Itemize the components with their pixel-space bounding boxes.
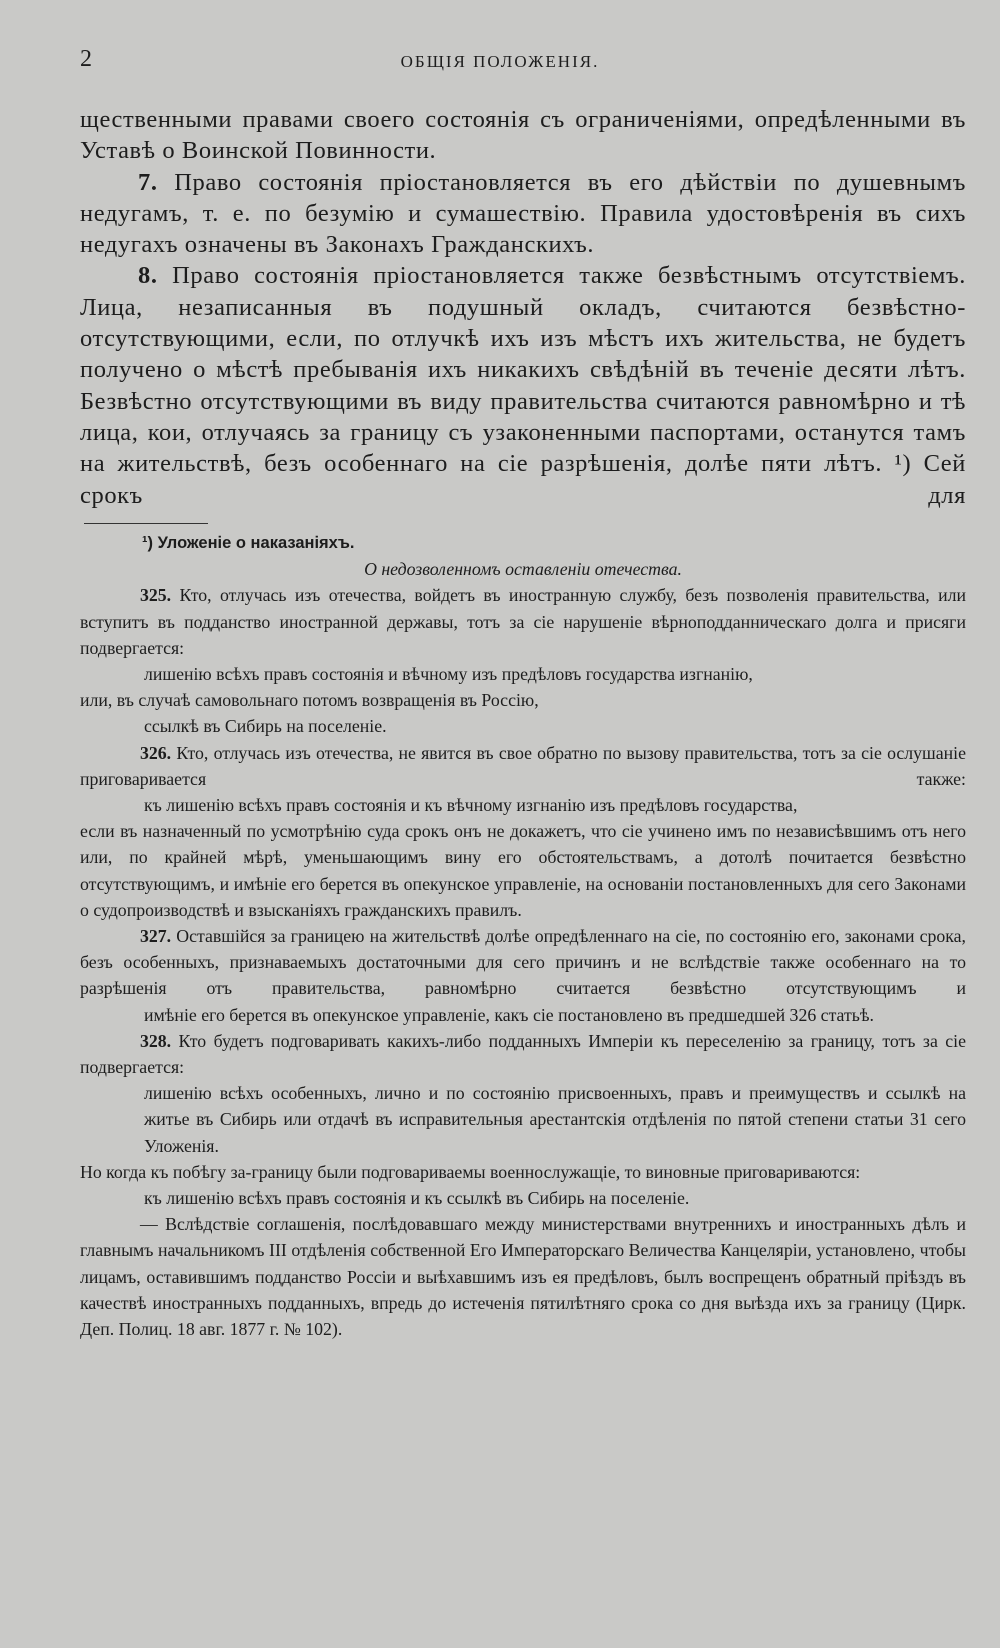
article-327-consequence: имѣніе его берется въ опекунское управленіе, какъ сіе постановлено въ предшедшей 326 статьѣ. — [144, 1004, 874, 1025]
article-text: Право состоянія пріостановляется въ его дѣйствіи по душевнымъ недугамъ, т. е. по безумію и сумашествію. Правила удостовѣренія въ сихъ недугахъ означены въ Законахъ Гражданскихъ. — [80, 168, 966, 259]
running-title: ОБЩІЯ ПОЛОЖЕНІЯ. — [400, 52, 600, 71]
article-325-penalty: лишенію всѣхъ правъ состоянія и вѣчному изъ предѣловъ государства изгнанію, — [144, 664, 753, 685]
article-326 — [80, 740, 966, 792]
page-header — [0, 46, 1000, 76]
article-number: 325. — [140, 585, 172, 606]
article-7 — [80, 167, 966, 261]
footnote-note: — Вслѣдствіе соглашенія, послѣдовавшаго между министерствами внутреннихъ и иностранныхъ дѣлъ и главнымъ начальникомъ III отдѣленія собственной Его Императорскаго Величества Канцеляріи, установлено, чтобы лицамъ, оставившимъ подданство Россіи и выѣхавшимъ изъ ея предѣловъ, былъ воспрещенъ обратный пріѣздъ въ качествѣ иностранныхъ подданныхъ, впредь до истеченія пятилѣтняго срока со дня выѣзда ихъ за границу (Цирк. Деп. Полиц. 18 авг. 1877 г. № 102). — [80, 1214, 966, 1340]
article-number: 327. — [140, 926, 172, 947]
article-325 — [80, 582, 966, 661]
article-328 — [80, 1028, 966, 1080]
article-text: Кто, отлучась изъ отечества, не явится въ свое обратно по вызову правительства, тотъ за сіе ослушаніе приговаривается также: — [80, 742, 966, 789]
footnote-separator — [84, 523, 208, 524]
page-number: 2 — [80, 46, 92, 72]
footnote — [80, 530, 966, 1342]
article-325-penalty-2: ссылкѣ въ Сибирь на поселеніе. — [144, 716, 387, 737]
article-326-condition: если въ назначенный по усмотрѣнію суда срокъ онъ не докажетъ, что сіе учинено имъ по независѣвшимъ отъ него или, по крайней мѣрѣ, уменьшающимъ вину его обстоятельствамъ, а дотолѣ почитается безвѣстно отсутствующимъ, и имѣніе его берется въ опекунское управленіе, на основаніи постановленныхъ для сего Законами о судопроизводствѣ и взысканіяхъ гражданскихъ правилъ. — [80, 821, 966, 920]
article-number: 7. — [138, 168, 158, 196]
article-text: Кто, отлучась изъ отечества, войдетъ въ иностранную службу, безъ позволенія правительства, или вступитъ въ подданство иностранной державы, тотъ за сіе нарушеніе вѣрноподданническаго долга и присяги подвергается: — [80, 585, 966, 658]
article-number: 8. — [138, 262, 158, 290]
footnote-subheading: О недозволенномъ оставленіи отечества. — [364, 559, 682, 580]
article-text: Оставшійся за границею на жительствѣ долѣе опредѣленнаго на сіе, по состоянію его, законами срока, безъ особенныхъ, признаваемыхъ достаточными для сего причинъ и не вслѣдствіе также особеннаго на то разрѣшенія отъ правительства, равномѣрно считается безвѣстно отсутствующимъ и — [80, 926, 966, 999]
article-8 — [80, 260, 966, 510]
article-number: 326. — [140, 742, 172, 763]
article-number: 328. — [140, 1030, 172, 1051]
main-text — [80, 104, 966, 511]
article-328-military: Но когда къ побѣгу за-границу были подговариваемы военнослужащіе, то виновные приговариваются: — [80, 1161, 861, 1182]
article-325-alternative: или, въ случаѣ самовольнаго потомъ возвращенія въ Россію, — [80, 690, 539, 711]
article-text: Кто будетъ подговаривать какихъ-либо подданныхъ Имперіи къ переселенію за границу, тотъ за сіе подвергается: — [80, 1030, 966, 1078]
article-328-penalty: лишенію всѣхъ особенныхъ, лично и по состоянію присвоенныхъ, правъ и преимуществъ и ссылкѣ на житье въ Сибирь или отдачѣ въ исправительныя арестантскія отдѣленія по пятой степени статьи 31 сего Уложенія. — [144, 1083, 966, 1156]
article-326-penalty: къ лишенію всѣхъ правъ состоянія и къ вѣчному изгнанію изъ предѣловъ государства, — [144, 795, 798, 816]
paragraph-continuation: щественными правами своего состоянія съ ограниченіями, опредѣленными въ Уставѣ о Воинской Повинности. — [80, 106, 966, 165]
article-327 — [80, 923, 966, 1002]
footnote-heading: ¹) Уложеніе о наказаніяхъ. — [142, 534, 355, 552]
article-328-military-penalty: къ лишенію всѣхъ правъ состоянія и къ ссылкѣ въ Сибирь на поселеніе. — [144, 1188, 690, 1209]
article-text: Право состоянія пріостановляется также безвѣстнымъ отсутствіемъ. Лица, незаписанныя въ подушный окладъ, считаются безвѣстно-отсутствующими, если, по отлучкѣ ихъ изъ мѣстъ ихъ жительства, не будетъ получено о мѣстѣ пребыванія ихъ никакихъ свѣдѣній въ теченіе десяти лѣтъ. Безвѣстно отсутствующими въ виду правительства считаются равномѣрно и тѣ лица, кои, отлучаясь за границу съ узаконенными паспортами, останутся тамъ на жительствѣ, безъ особеннаго на сіе разрѣшенія, долѣе пяти лѣтъ. ¹) Сей срокъ для — [80, 262, 966, 509]
